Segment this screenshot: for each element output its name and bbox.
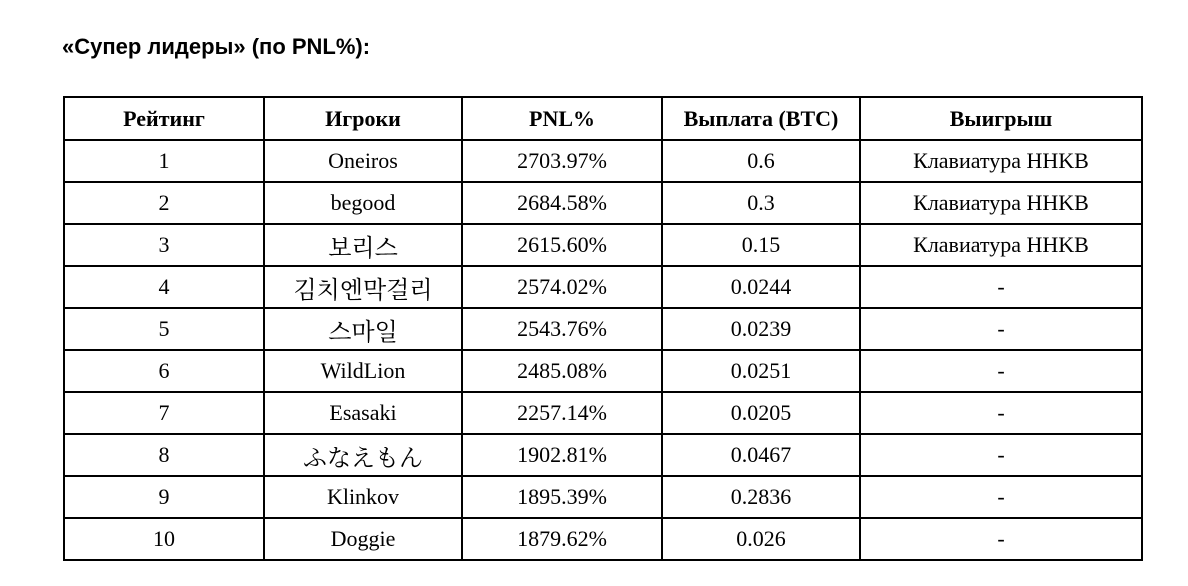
player-cell: Esasaki [264, 392, 462, 434]
rank-cell: 9 [64, 476, 264, 518]
pnl-cell: 2684.58% [462, 182, 662, 224]
payout-cell: 0.2836 [662, 476, 860, 518]
player-cell: Doggie [264, 518, 462, 560]
pnl-cell: 2703.97% [462, 140, 662, 182]
table-row [64, 350, 1142, 392]
payout-column-header: Выплата (BTC) [662, 97, 860, 140]
table-row [64, 224, 1142, 266]
leaders-table [63, 96, 1143, 561]
rank-cell: 7 [64, 392, 264, 434]
rank-cell: 10 [64, 518, 264, 560]
pnl-cell: 2574.02% [462, 266, 662, 308]
player-cell: 보리스 [264, 224, 462, 266]
rank-cell: 3 [64, 224, 264, 266]
rank-cell: 2 [64, 182, 264, 224]
payout-cell: 0.0251 [662, 350, 860, 392]
table-row [64, 476, 1142, 518]
header-row [64, 97, 1142, 140]
payout-cell: 0.0244 [662, 266, 860, 308]
payout-cell: 0.026 [662, 518, 860, 560]
rank-cell: 6 [64, 350, 264, 392]
page-title: «Супер лидеры» (по PNL%): [62, 34, 371, 59]
table-row [64, 182, 1142, 224]
payout-cell: 0.0467 [662, 434, 860, 476]
pnl-cell: 1895.39% [462, 476, 662, 518]
player-column-header: Игроки [264, 97, 462, 140]
player-cell: begood [264, 182, 462, 224]
prize-cell: - [860, 392, 1142, 434]
pnl-cell: 1902.81% [462, 434, 662, 476]
player-cell: WildLion [264, 350, 462, 392]
payout-cell: 0.3 [662, 182, 860, 224]
table-row [64, 518, 1142, 560]
pnl-cell: 2543.76% [462, 308, 662, 350]
prize-cell: Клавиатура HHKB [860, 224, 1142, 266]
table-row [64, 140, 1142, 182]
prize-cell: Клавиатура HHKB [860, 140, 1142, 182]
pnl-cell: 2257.14% [462, 392, 662, 434]
player-cell: Klinkov [264, 476, 462, 518]
payout-cell: 0.15 [662, 224, 860, 266]
prize-cell: - [860, 518, 1142, 560]
rank-cell: 8 [64, 434, 264, 476]
prize-cell: - [860, 266, 1142, 308]
payout-cell: 0.0239 [662, 308, 860, 350]
pnl-column-header: PNL% [462, 97, 662, 140]
table-row [64, 308, 1142, 350]
table-row [64, 392, 1142, 434]
prize-cell: - [860, 434, 1142, 476]
payout-cell: 0.6 [662, 140, 860, 182]
rank-cell: 4 [64, 266, 264, 308]
pnl-cell: 2485.08% [462, 350, 662, 392]
rank-cell: 1 [64, 140, 264, 182]
table-row [64, 434, 1142, 476]
pnl-cell: 2615.60% [462, 224, 662, 266]
player-cell: 스마일 [264, 308, 462, 350]
prize-column-header: Выигрыш [860, 97, 1142, 140]
player-cell: 김치엔막걸리 [264, 266, 462, 308]
pnl-cell: 1879.62% [462, 518, 662, 560]
rank-cell: 5 [64, 308, 264, 350]
rank-column-header: Рейтинг [64, 97, 264, 140]
player-cell: Oneiros [264, 140, 462, 182]
prize-cell: Клавиатура HHKB [860, 182, 1142, 224]
prize-cell: - [860, 350, 1142, 392]
prize-cell: - [860, 476, 1142, 518]
payout-cell: 0.0205 [662, 392, 860, 434]
table-row [64, 266, 1142, 308]
prize-cell: - [860, 308, 1142, 350]
player-cell: ふなえもん [264, 434, 462, 476]
